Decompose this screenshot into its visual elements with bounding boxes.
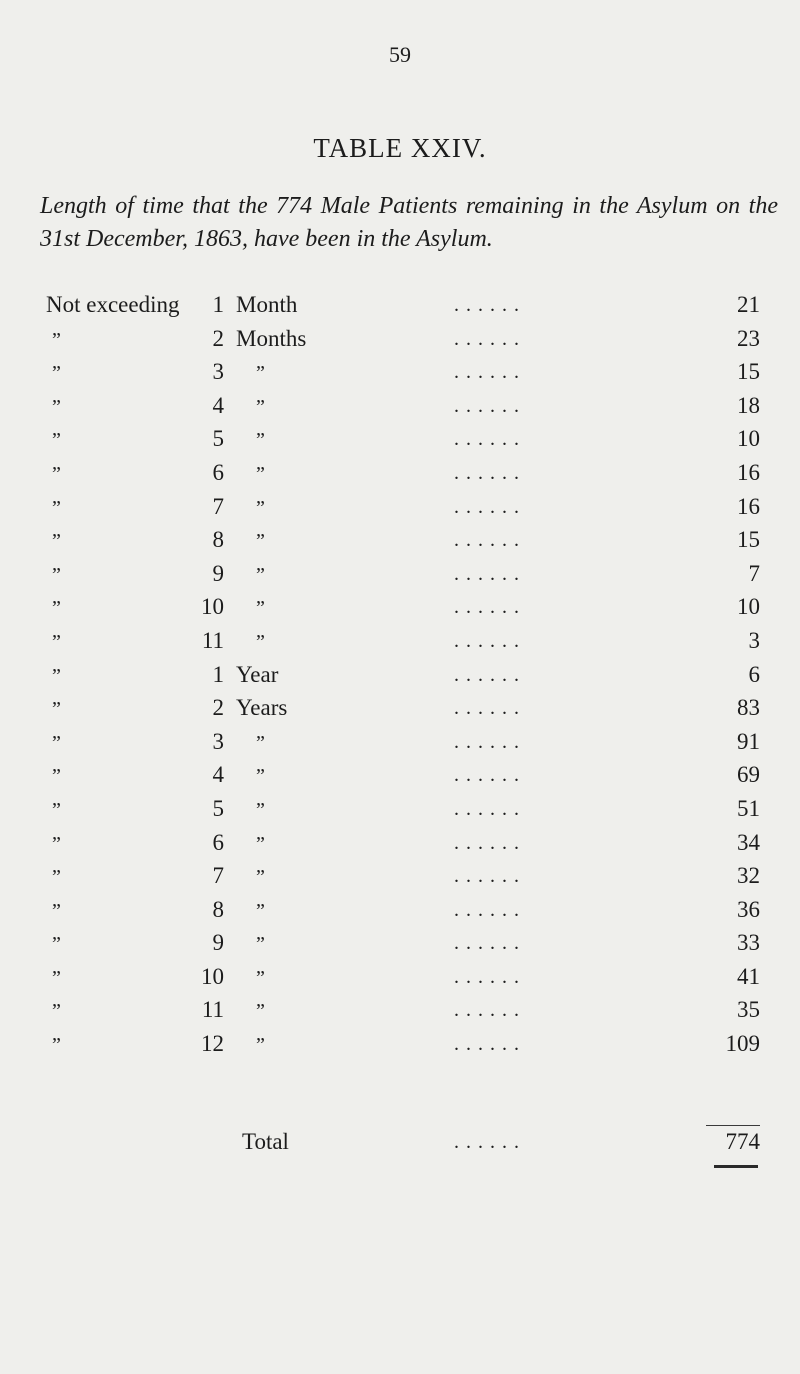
total-double-rule — [714, 1165, 758, 1168]
row-count: 34 — [737, 829, 760, 855]
row-count: 35 — [737, 997, 760, 1023]
table-row — [0, 426, 800, 460]
row-prefix: ” — [52, 899, 61, 922]
table-row — [0, 796, 800, 830]
row-unit: ” — [256, 966, 265, 989]
row-unit: Month — [236, 292, 298, 317]
table-row — [0, 997, 800, 1031]
row-number: 4 — [212, 392, 224, 418]
dot-leader: . . . . . . — [454, 394, 520, 417]
row-number: 6 — [212, 459, 224, 485]
row-number: 2 — [212, 695, 224, 721]
row-number: 4 — [212, 762, 224, 788]
row-number: 12 — [201, 1031, 224, 1057]
table-rows — [0, 292, 800, 1065]
dot-leader: . . . . . . — [454, 562, 520, 585]
table-row — [0, 326, 800, 360]
row-prefix: ” — [52, 866, 61, 889]
row-number: 3 — [212, 359, 224, 385]
table-row — [0, 561, 800, 595]
table-row — [0, 830, 800, 864]
dot-leader: . . . . . . — [454, 797, 520, 820]
row-count: 6 — [748, 661, 760, 687]
row-prefix: ” — [52, 933, 61, 956]
row-number: 5 — [212, 795, 224, 821]
dot-leader: . . . . . . — [454, 965, 520, 988]
row-number: 8 — [212, 896, 224, 922]
row-number: 7 — [212, 493, 224, 519]
row-prefix: ” — [52, 664, 61, 687]
row-count: 41 — [737, 963, 760, 989]
row-number: 7 — [212, 863, 224, 889]
table-row — [0, 628, 800, 662]
row-unit: ” — [256, 866, 265, 889]
row-number: 5 — [212, 426, 224, 452]
row-prefix: ” — [52, 395, 61, 418]
row-number: 9 — [212, 930, 224, 956]
row-unit: ” — [256, 1034, 265, 1057]
row-number: 8 — [212, 527, 224, 553]
dot-leader: . . . . . . — [454, 461, 520, 484]
row-count: 109 — [725, 1031, 760, 1057]
row-prefix: ” — [52, 362, 61, 385]
row-prefix: ” — [52, 765, 61, 788]
row-number: 10 — [201, 594, 224, 620]
row-prefix: ” — [52, 429, 61, 452]
row-count: 32 — [737, 863, 760, 889]
row-count: 3 — [748, 627, 760, 653]
table-row — [0, 359, 800, 393]
row-count: 21 — [737, 292, 760, 317]
row-number: 3 — [212, 728, 224, 754]
table-title: TABLE XXIV. — [313, 133, 487, 163]
row-count: 91 — [737, 728, 760, 754]
total-row — [0, 1129, 800, 1163]
page-number: 59 — [389, 42, 411, 67]
dot-leader: . . . . . . — [454, 629, 520, 652]
table-row — [0, 393, 800, 427]
total-count: 774 — [725, 1129, 760, 1154]
row-prefix: ” — [52, 630, 61, 653]
row-unit: ” — [256, 362, 265, 385]
row-unit: ” — [256, 1000, 265, 1023]
table-row — [0, 662, 800, 696]
table-row — [0, 494, 800, 528]
row-number: 9 — [212, 560, 224, 586]
row-unit: ” — [256, 899, 265, 922]
row-count: 33 — [737, 930, 760, 956]
row-count: 69 — [737, 762, 760, 788]
row-count: 15 — [737, 527, 760, 553]
row-count: 83 — [737, 695, 760, 721]
dot-leader: . . . . . . — [454, 495, 520, 518]
row-unit: Years — [236, 695, 288, 721]
dot-leader: . . . . . . — [454, 1033, 520, 1056]
table-row — [0, 594, 800, 628]
row-count: 16 — [737, 493, 760, 519]
table-row — [0, 729, 800, 763]
dot-leader: . . . . . . — [454, 697, 520, 720]
row-unit: ” — [256, 832, 265, 855]
table-row — [0, 762, 800, 796]
row-prefix: ” — [52, 798, 61, 821]
dot-leader: . . . . . . — [454, 596, 520, 619]
dot-leader: . . . . . . — [454, 932, 520, 955]
row-unit: ” — [256, 530, 265, 553]
row-prefix: ” — [52, 530, 61, 553]
row-prefix: ” — [52, 966, 61, 989]
row-prefix: ” — [52, 1034, 61, 1057]
table-row — [0, 292, 800, 326]
row-unit: ” — [256, 429, 265, 452]
row-count: 16 — [737, 459, 760, 485]
dot-leader: . . . . . . — [454, 361, 520, 384]
dot-leader: . . . . . . — [454, 294, 520, 316]
row-prefix: Not exceeding — [46, 292, 180, 317]
dot-leader: . . . . . . — [454, 831, 520, 854]
row-count: 23 — [737, 325, 760, 351]
table-row — [0, 964, 800, 998]
row-unit: ” — [256, 933, 265, 956]
row-count: 7 — [748, 560, 760, 586]
row-prefix: ” — [52, 597, 61, 620]
row-unit: Months — [236, 325, 307, 351]
dot-leader: . . . . . . — [454, 428, 520, 451]
table-row — [0, 527, 800, 561]
row-unit: ” — [256, 731, 265, 754]
table-row — [0, 460, 800, 494]
dot-leader: . . . . . . — [454, 999, 520, 1022]
row-unit: ” — [256, 798, 265, 821]
row-number: 1 — [212, 292, 224, 317]
row-number: 1 — [212, 661, 224, 687]
row-number: 10 — [201, 963, 224, 989]
row-unit: ” — [256, 597, 265, 620]
dot-leader: . . . . . . — [454, 663, 520, 686]
row-unit: ” — [256, 462, 265, 485]
row-prefix: ” — [52, 462, 61, 485]
dot-leader: . . . . . . — [454, 764, 520, 787]
dot-leader: . . . . . . — [454, 1131, 520, 1153]
row-prefix: ” — [52, 496, 61, 519]
table-row — [0, 695, 800, 729]
table-row — [0, 897, 800, 931]
dot-leader: . . . . . . — [454, 529, 520, 552]
row-prefix: ” — [52, 1000, 61, 1023]
row-number: 6 — [212, 829, 224, 855]
row-prefix: ” — [52, 731, 61, 754]
table-caption: Length of time that the 774 Male Patients remaining in the Asylum on the 31st December, 1863, have been in the Asylum. — [40, 193, 778, 252]
row-prefix: ” — [52, 698, 61, 721]
row-unit: Year — [236, 661, 279, 687]
row-count: 15 — [737, 359, 760, 385]
row-unit: ” — [256, 395, 265, 418]
row-prefix: ” — [52, 832, 61, 855]
dot-leader: . . . . . . — [454, 730, 520, 753]
row-unit: ” — [256, 765, 265, 788]
row-count: 51 — [737, 795, 760, 821]
row-unit: ” — [256, 496, 265, 519]
dot-leader: . . . . . . — [454, 865, 520, 888]
row-unit: ” — [256, 630, 265, 653]
total-label: Total — [242, 1129, 289, 1154]
row-number: 11 — [201, 627, 224, 653]
row-count: 18 — [737, 392, 760, 418]
row-number: 11 — [201, 997, 224, 1023]
table-row — [0, 863, 800, 897]
row-count: 10 — [737, 594, 760, 620]
row-prefix: ” — [52, 328, 61, 351]
row-count: 10 — [737, 426, 760, 452]
table-row — [0, 930, 800, 964]
total-rule — [706, 1125, 760, 1126]
row-number: 2 — [212, 325, 224, 351]
dot-leader: . . . . . . — [454, 327, 520, 350]
dot-leader: . . . . . . — [454, 898, 520, 921]
table-row — [0, 1031, 800, 1065]
row-prefix: ” — [52, 563, 61, 586]
row-unit: ” — [256, 563, 265, 586]
row-count: 36 — [737, 896, 760, 922]
